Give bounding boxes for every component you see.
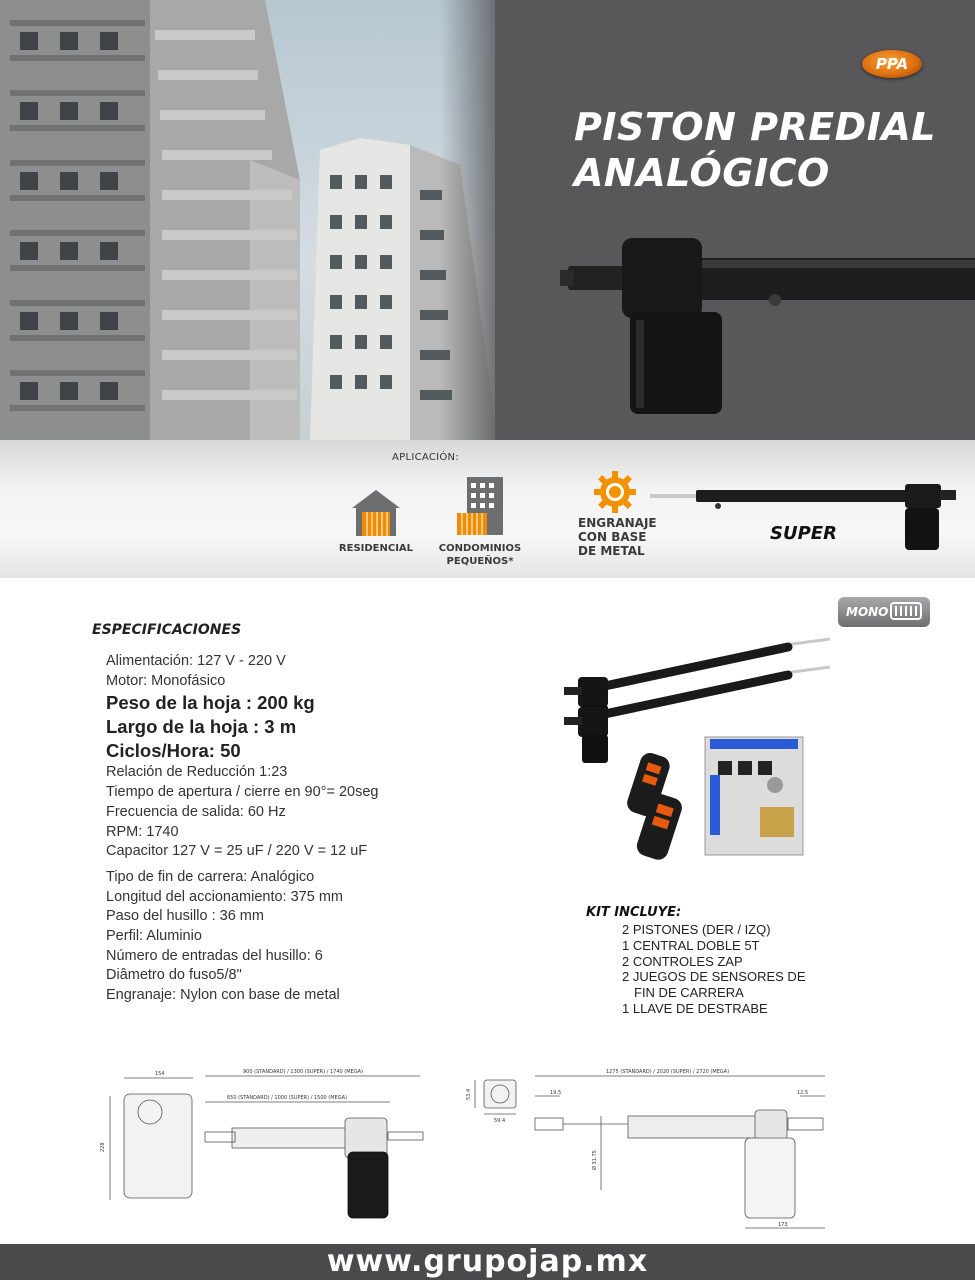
building-photo	[0, 0, 495, 440]
spec-largo: Largo de la hoja : 3 m	[106, 716, 297, 738]
spec-frecuencia: Frecuencia de salida: 60 Hz	[106, 803, 286, 820]
dim-left-width: 154	[155, 1071, 165, 1077]
title-line-1: PISTON PREDIAL	[574, 105, 936, 149]
kit-list	[622, 922, 806, 1017]
photo-fade	[440, 0, 510, 440]
spec-perfil: Perfil: Aluminio	[106, 928, 202, 945]
spec-peso: Peso de la hoja : 200 kg	[106, 692, 315, 714]
spec-longitud: Longitud del accionamiento: 375 mm	[106, 888, 343, 905]
dim-right-diameter: Ø 31.75	[592, 1150, 598, 1170]
specs-list	[106, 652, 378, 1006]
spec-tiempo: Tiempo de apertura / cierre en 90°= 20seg	[106, 784, 379, 801]
footer	[0, 1244, 975, 1280]
dim-left-height: 228	[100, 1142, 106, 1152]
application-residencial	[330, 542, 422, 555]
kit-item-controles: 2 CONTROLES ZAP	[622, 953, 743, 969]
dim-left-inner: 650 (STANDARD) / 1000 (SUPER) / 1500 (MEGA)	[227, 1095, 347, 1101]
technical-drawings	[0, 1060, 975, 1240]
spec-alimentacion: Alimentación: 127 V - 220 V	[106, 653, 286, 669]
kit-item-pistones: 2 PISTONES (DER / IZQ)	[622, 922, 771, 937]
spec-paso: Paso del husillo : 36 mm	[106, 908, 264, 925]
mono-badge	[838, 597, 930, 627]
house-icon	[350, 488, 402, 538]
dim-right-box-h: 53.4	[466, 1088, 472, 1100]
condominios-label-1: CONDOMINIOS	[438, 543, 522, 554]
specs-heading: ESPECIFICACIONES	[92, 622, 242, 638]
spec-ciclos: Ciclos/Hora: 50	[106, 740, 241, 762]
dim-right-box-w: 59.4	[494, 1118, 506, 1124]
model-name: SUPER	[770, 523, 837, 544]
buildings-icon	[455, 475, 505, 537]
dim-right-total: 1275 (STANDARD) / 2020 (SUPER) / 2720 (MEGA)	[606, 1069, 730, 1075]
spec-relacion: Relación de Reducción 1:23	[106, 764, 288, 781]
dim-right-left-offset: 19.5	[550, 1090, 562, 1096]
kit-product-image	[560, 635, 840, 865]
gear-line-2: CON BASE	[578, 530, 647, 544]
dim-right-right-offset: 12.5	[797, 1090, 809, 1096]
residencial-label: RESIDENCIAL	[338, 543, 414, 554]
kit-item-sensores-cont: FIN DE CARRERA	[634, 985, 744, 1001]
spec-capacitor: Capacitor 127 V = 25 uF / 220 V = 12 uF	[106, 843, 368, 860]
condominios-label-2: PEQUEÑOS*	[446, 556, 514, 567]
spec-motor: Motor: Monofásico	[106, 672, 226, 689]
mono-bars-icon	[890, 602, 922, 620]
gear-line-3: DE METAL	[578, 544, 645, 558]
spec-entradas: Número de entradas del husillo: 6	[106, 947, 323, 964]
drawing-right	[475, 1076, 825, 1228]
kit-item-sensores: 2 JUEGOS DE SENSORES DE	[622, 969, 806, 985]
kit-heading: KIT INCLUYE:	[586, 905, 682, 920]
ppa-logo: PPA	[862, 50, 922, 78]
website-link[interactable]: www.grupojap.mx	[326, 1244, 649, 1279]
dim-right-motor-width: 173	[778, 1222, 788, 1228]
dim-left-total: 900 (STANDARD) / 1300 (SUPER) / 1740 (MEGA)	[243, 1069, 363, 1075]
buildings-illustration	[0, 0, 495, 440]
kit-item-central: 1 CENTRAL DOBLE 5T	[622, 937, 760, 953]
gear-line-1: ENGRANAJE	[578, 516, 657, 530]
hero-banner	[0, 0, 975, 440]
gear-feature-label	[578, 516, 657, 558]
mono-label: MONO	[846, 605, 889, 619]
spec-rpm: RPM: 1740	[106, 823, 179, 840]
spec-fin-carrera: Tipo de fin de carrera: Analógico	[106, 868, 315, 885]
title-line-2: ANALÓGICO	[574, 151, 830, 195]
page-title	[574, 104, 936, 196]
spec-diametro: Diâmetro do fuso5/8"	[106, 967, 242, 984]
application-condominios	[430, 542, 530, 568]
kit-item-llave: 1 LLAVE DE DESTRABE	[622, 1000, 768, 1016]
application-label: APLICACIÓN:	[392, 452, 459, 463]
piston-product-image	[560, 230, 975, 420]
spec-engranaje: Engranaje: Nylon con base de metal	[106, 987, 340, 1004]
gear-icon	[593, 470, 637, 514]
